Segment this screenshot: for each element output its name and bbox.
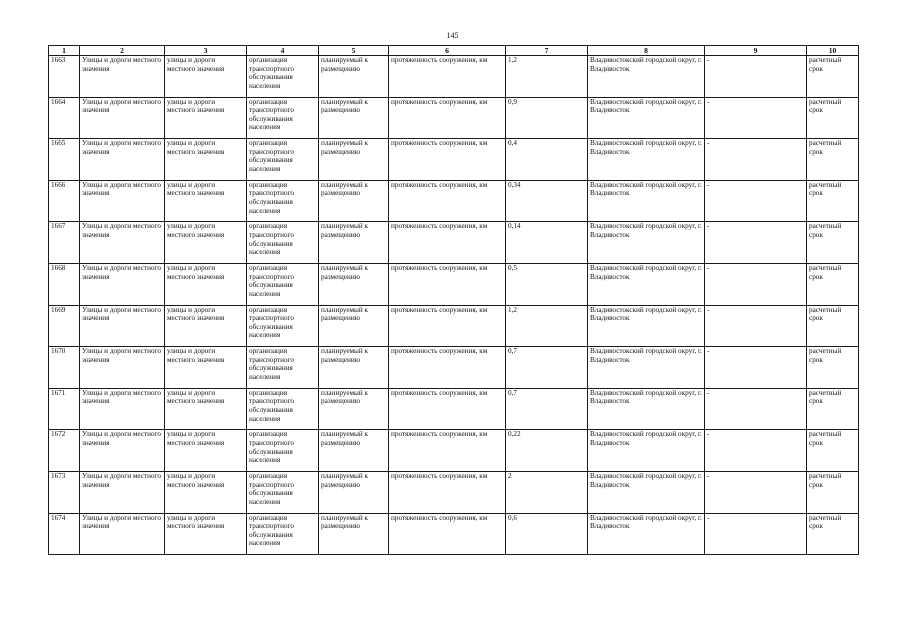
location-cell: Владивостокский городской округ, г. Владивосток — [588, 305, 705, 347]
object-name-cell: Улицы и дороги местного значения — [80, 430, 165, 472]
object-status-cell: планируемый к размещению — [319, 139, 389, 181]
object-status-cell: планируемый к размещению — [319, 180, 389, 222]
parameter-value-cell: 2 — [506, 471, 588, 513]
parameter-value-cell: 0,4 — [506, 139, 588, 181]
location-cell: Владивостокский городской округ, г. Владивосток — [588, 388, 705, 430]
table-row — [49, 388, 859, 430]
parameter-name-cell: протяженность сооружения, км — [389, 56, 506, 98]
column-header: 2 — [80, 46, 165, 56]
page-number: 145 — [446, 31, 459, 40]
parameter-value-cell: 0,9 — [506, 97, 588, 139]
column-header: 9 — [705, 46, 807, 56]
object-purpose-cell: организация транспортного обслуживания населения — [247, 430, 319, 472]
column-header: 3 — [165, 46, 247, 56]
zone-info-cell: - — [705, 56, 807, 98]
table-row — [49, 513, 859, 555]
parameter-name-cell: протяженность сооружения, км — [389, 305, 506, 347]
object-status-cell: планируемый к размещению — [319, 347, 389, 389]
object-type-cell: улицы и дороги местного значения — [165, 139, 247, 181]
table-row — [49, 222, 859, 264]
location-cell: Владивостокский городской округ, г. Владивосток — [588, 222, 705, 264]
object-name-cell: Улицы и дороги местного значения — [80, 513, 165, 555]
zone-info-cell: - — [705, 97, 807, 139]
object-type-cell: улицы и дороги местного значения — [165, 513, 247, 555]
object-name-cell: Улицы и дороги местного значения — [80, 305, 165, 347]
object-name-cell: Улицы и дороги местного значения — [80, 97, 165, 139]
column-header: 5 — [319, 46, 389, 56]
implementation-term-cell: расчетный срок — [807, 222, 859, 264]
object-name-cell: Улицы и дороги местного значения — [80, 222, 165, 264]
row-number-cell: 1666 — [49, 180, 80, 222]
parameter-name-cell: протяженность сооружения, км — [389, 222, 506, 264]
row-number-cell: 1670 — [49, 347, 80, 389]
location-cell: Владивостокский городской округ, г. Владивосток — [588, 139, 705, 181]
parameter-value-cell: 0,7 — [506, 347, 588, 389]
row-number-cell: 1667 — [49, 222, 80, 264]
object-type-cell: улицы и дороги местного значения — [165, 263, 247, 305]
row-number-cell: 1671 — [49, 388, 80, 430]
registry-table — [48, 45, 859, 555]
column-header: 6 — [389, 46, 506, 56]
parameter-value-cell: 0,5 — [506, 263, 588, 305]
object-purpose-cell: организация транспортного обслуживания населения — [247, 180, 319, 222]
location-cell: Владивостокский городской округ, г. Владивосток — [588, 180, 705, 222]
parameter-value-cell: 0,6 — [506, 513, 588, 555]
parameter-value-cell: 0,7 — [506, 388, 588, 430]
object-purpose-cell: организация транспортного обслуживания населения — [247, 56, 319, 98]
parameter-name-cell: протяженность сооружения, км — [389, 388, 506, 430]
object-name-cell: Улицы и дороги местного значения — [80, 56, 165, 98]
implementation-term-cell: расчетный срок — [807, 430, 859, 472]
row-number-cell: 1668 — [49, 263, 80, 305]
parameter-name-cell: протяженность сооружения, км — [389, 180, 506, 222]
parameter-value-cell: 0,22 — [506, 430, 588, 472]
zone-info-cell: - — [705, 305, 807, 347]
implementation-term-cell: расчетный срок — [807, 305, 859, 347]
object-status-cell: планируемый к размещению — [319, 388, 389, 430]
row-number-cell: 1673 — [49, 471, 80, 513]
object-type-cell: улицы и дороги местного значения — [165, 56, 247, 98]
row-number-cell: 1665 — [49, 139, 80, 181]
object-type-cell: улицы и дороги местного значения — [165, 97, 247, 139]
implementation-term-cell: расчетный срок — [807, 56, 859, 98]
object-name-cell: Улицы и дороги местного значения — [80, 471, 165, 513]
parameter-value-cell: 0,34 — [506, 180, 588, 222]
object-status-cell: планируемый к размещению — [319, 471, 389, 513]
zone-info-cell: - — [705, 347, 807, 389]
object-type-cell: улицы и дороги местного значения — [165, 388, 247, 430]
parameter-name-cell: протяженность сооружения, км — [389, 139, 506, 181]
parameter-name-cell: протяженность сооружения, км — [389, 513, 506, 555]
object-purpose-cell: организация транспортного обслуживания населения — [247, 513, 319, 555]
zone-info-cell: - — [705, 263, 807, 305]
location-cell: Владивостокский городской округ, г. Владивосток — [588, 513, 705, 555]
location-cell: Владивостокский городской округ, г. Владивосток — [588, 97, 705, 139]
table-row — [49, 430, 859, 472]
table-row — [49, 180, 859, 222]
object-name-cell: Улицы и дороги местного значения — [80, 139, 165, 181]
zone-info-cell: - — [705, 139, 807, 181]
column-header: 1 — [49, 46, 80, 56]
object-status-cell: планируемый к размещению — [319, 56, 389, 98]
object-type-cell: улицы и дороги местного значения — [165, 180, 247, 222]
object-purpose-cell: организация транспортного обслуживания населения — [247, 139, 319, 181]
parameter-value-cell: 1,2 — [506, 305, 588, 347]
implementation-term-cell: расчетный срок — [807, 513, 859, 555]
object-status-cell: планируемый к размещению — [319, 263, 389, 305]
table-row — [49, 347, 859, 389]
zone-info-cell: - — [705, 388, 807, 430]
row-number-cell: 1672 — [49, 430, 80, 472]
table-row — [49, 263, 859, 305]
object-name-cell: Улицы и дороги местного значения — [80, 388, 165, 430]
object-type-cell: улицы и дороги местного значения — [165, 347, 247, 389]
location-cell: Владивостокский городской округ, г. Владивосток — [588, 471, 705, 513]
location-cell: Владивостокский городской округ, г. Владивосток — [588, 263, 705, 305]
row-number-cell: 1669 — [49, 305, 80, 347]
object-type-cell: улицы и дороги местного значения — [165, 305, 247, 347]
zone-info-cell: - — [705, 222, 807, 264]
parameter-name-cell: протяженность сооружения, км — [389, 263, 506, 305]
parameter-name-cell: протяженность сооружения, км — [389, 97, 506, 139]
implementation-term-cell: расчетный срок — [807, 180, 859, 222]
implementation-term-cell: расчетный срок — [807, 97, 859, 139]
object-purpose-cell: организация транспортного обслуживания населения — [247, 97, 319, 139]
implementation-term-cell: расчетный срок — [807, 139, 859, 181]
table-row — [49, 305, 859, 347]
object-purpose-cell: организация транспортного обслуживания населения — [247, 263, 319, 305]
implementation-term-cell: расчетный срок — [807, 263, 859, 305]
header-row — [49, 46, 859, 56]
table-row — [49, 97, 859, 139]
implementation-term-cell: расчетный срок — [807, 347, 859, 389]
column-header: 4 — [247, 46, 319, 56]
zone-info-cell: - — [705, 471, 807, 513]
row-number-cell: 1674 — [49, 513, 80, 555]
row-number-cell: 1663 — [49, 56, 80, 98]
object-status-cell: планируемый к размещению — [319, 305, 389, 347]
location-cell: Владивостокский городской округ, г. Владивосток — [588, 430, 705, 472]
parameter-value-cell: 1,2 — [506, 56, 588, 98]
table-row — [49, 56, 859, 98]
object-type-cell: улицы и дороги местного значения — [165, 430, 247, 472]
object-purpose-cell: организация транспортного обслуживания населения — [247, 388, 319, 430]
location-cell: Владивостокский городской округ, г. Владивосток — [588, 347, 705, 389]
object-status-cell: планируемый к размещению — [319, 97, 389, 139]
zone-info-cell: - — [705, 430, 807, 472]
implementation-term-cell: расчетный срок — [807, 388, 859, 430]
object-status-cell: планируемый к размещению — [319, 222, 389, 264]
object-purpose-cell: организация транспортного обслуживания населения — [247, 471, 319, 513]
parameter-value-cell: 0,14 — [506, 222, 588, 264]
object-type-cell: улицы и дороги местного значения — [165, 222, 247, 264]
parameter-name-cell: протяженность сооружения, км — [389, 347, 506, 389]
object-type-cell: улицы и дороги местного значения — [165, 471, 247, 513]
row-number-cell: 1664 — [49, 97, 80, 139]
object-purpose-cell: организация транспортного обслуживания населения — [247, 305, 319, 347]
parameter-name-cell: протяженность сооружения, км — [389, 430, 506, 472]
object-status-cell: планируемый к размещению — [319, 430, 389, 472]
column-header: 8 — [588, 46, 705, 56]
object-purpose-cell: организация транспортного обслуживания населения — [247, 347, 319, 389]
table-row — [49, 471, 859, 513]
object-name-cell: Улицы и дороги местного значения — [80, 347, 165, 389]
object-purpose-cell: организация транспортного обслуживания населения — [247, 222, 319, 264]
column-header: 7 — [506, 46, 588, 56]
location-cell: Владивостокский городской округ, г. Владивосток — [588, 56, 705, 98]
table-row — [49, 139, 859, 181]
object-name-cell: Улицы и дороги местного значения — [80, 180, 165, 222]
implementation-term-cell: расчетный срок — [807, 471, 859, 513]
zone-info-cell: - — [705, 180, 807, 222]
object-status-cell: планируемый к размещению — [319, 513, 389, 555]
object-name-cell: Улицы и дороги местного значения — [80, 263, 165, 305]
parameter-name-cell: протяженность сооружения, км — [389, 471, 506, 513]
zone-info-cell: - — [705, 513, 807, 555]
column-header: 10 — [807, 46, 859, 56]
